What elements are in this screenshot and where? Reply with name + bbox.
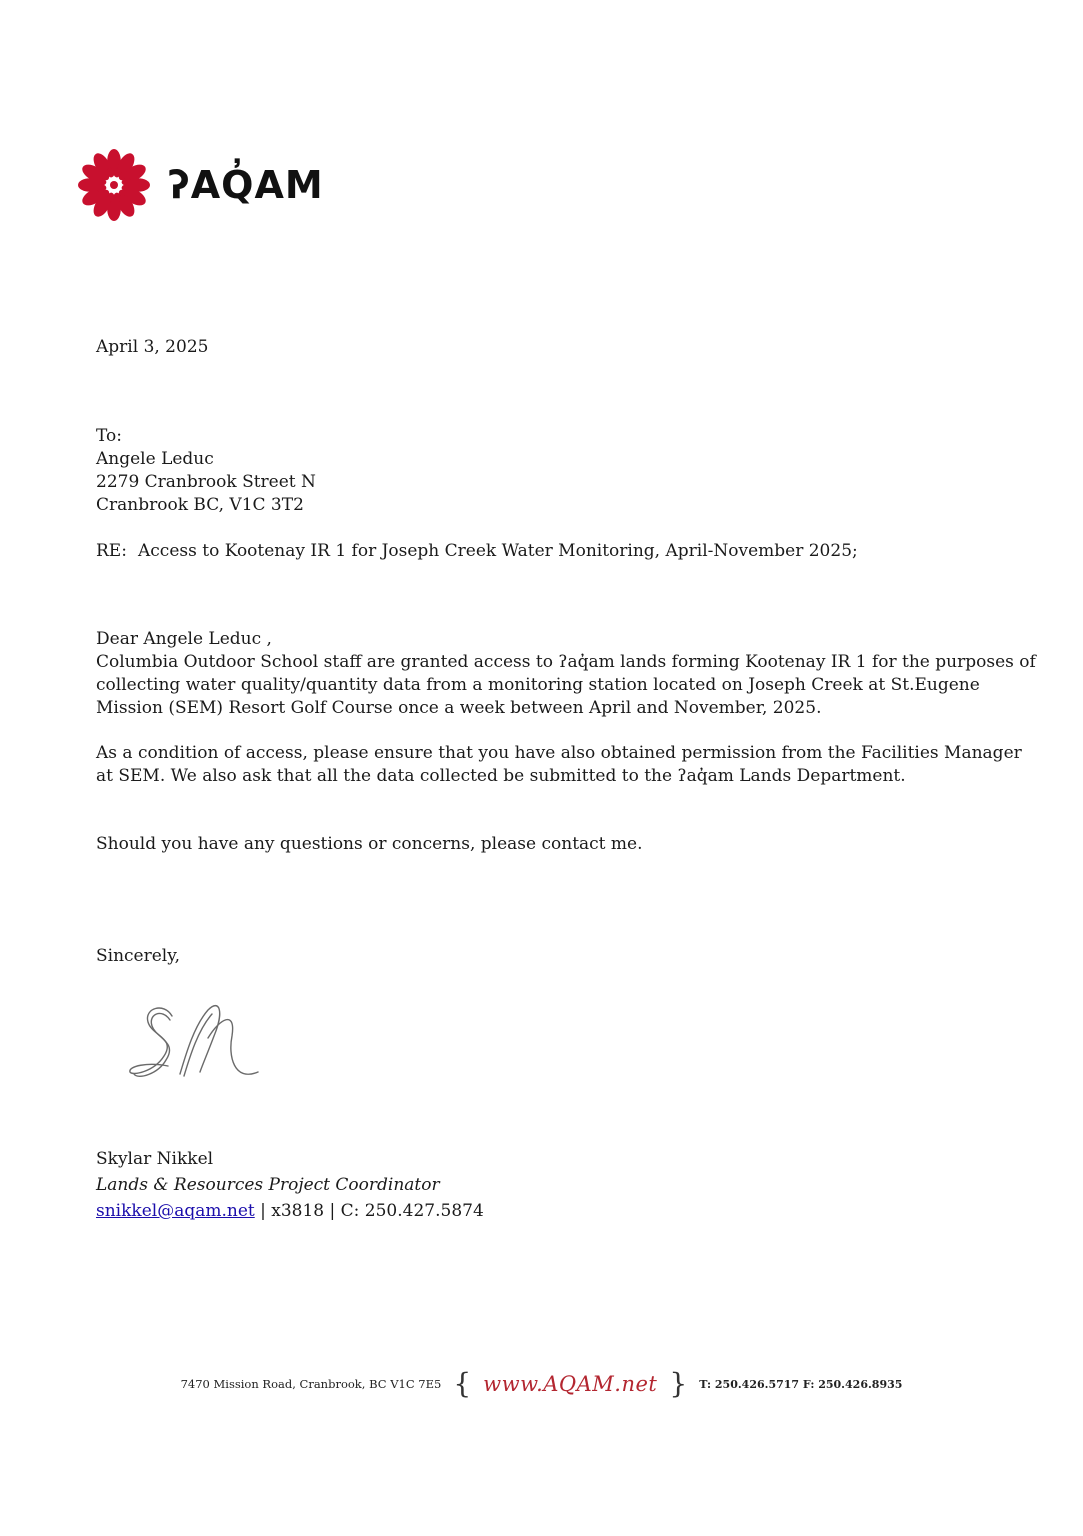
closing: Sincerely,	[96, 946, 180, 966]
website-link[interactable]: www.AQAM.net	[483, 1372, 658, 1396]
open-brace: {	[453, 1367, 472, 1400]
letterhead	[74, 142, 324, 228]
signer-phone-extension: | x3818 | C: 250.427.5874	[254, 1201, 484, 1221]
signer-email-link[interactable]: snikkel@aqam.net	[96, 1201, 255, 1221]
letter-date: April 3, 2025	[96, 337, 209, 357]
recipient-street: 2279 Cranbrook Street N	[96, 472, 316, 492]
recipient-city: Cranbrook BC, V1C 3T2	[96, 495, 304, 515]
salutation: Dear Angele Leduc ,	[96, 629, 272, 649]
paragraph-line: As a condition of access, please ensure that you have also obtained permission from the Facilities Manager	[96, 743, 1022, 763]
body-paragraph-2	[96, 742, 1022, 788]
subject-label: RE:	[96, 541, 127, 561]
paragraph-line: at SEM. We also ask that all the data collected be submitted to the ʔaq̓am Lands Department.	[96, 766, 906, 786]
signer-contact	[96, 1200, 484, 1223]
paragraph-line: Mission (SEM) Resort Golf Course once a week between April and November, 2025.	[96, 698, 822, 718]
signer-title: Lands & Resources Project Coordinator	[96, 1175, 440, 1195]
to-label: To:	[96, 426, 122, 446]
organization-wordmark: ʔAQ̓AM	[168, 163, 324, 207]
paragraph-line: collecting water quality/quantity data from a monitoring station located on Joseph Creek at St.Eugene	[96, 675, 980, 695]
subject-line	[96, 540, 858, 563]
signer-name: Skylar Nikkel	[96, 1149, 214, 1169]
body-paragraph-3: Should you have any questions or concerns, please contact me.	[96, 834, 643, 854]
close-brace: }	[669, 1367, 688, 1400]
footer-address: 7470 Mission Road, Cranbrook, BC V1C 7E5	[180, 1377, 442, 1391]
recipient-name: Angele Leduc	[96, 449, 214, 469]
flower-logo-icon	[74, 145, 154, 225]
letterhead-footer	[0, 1367, 1083, 1400]
footer-phone-fax: T: 250.426.5717 F: 250.426.8935	[699, 1377, 903, 1391]
subject-text: Access to Kootenay IR 1 for Joseph Creek Water Monitoring, April-November 2025;	[138, 541, 858, 561]
paragraph-line: Columbia Outdoor School staff are granted access to ʔaq̓am lands forming Kootenay IR 1 for the purposes of	[96, 652, 1036, 672]
body-paragraph-1	[96, 651, 1036, 720]
handwritten-signature	[124, 996, 264, 1096]
